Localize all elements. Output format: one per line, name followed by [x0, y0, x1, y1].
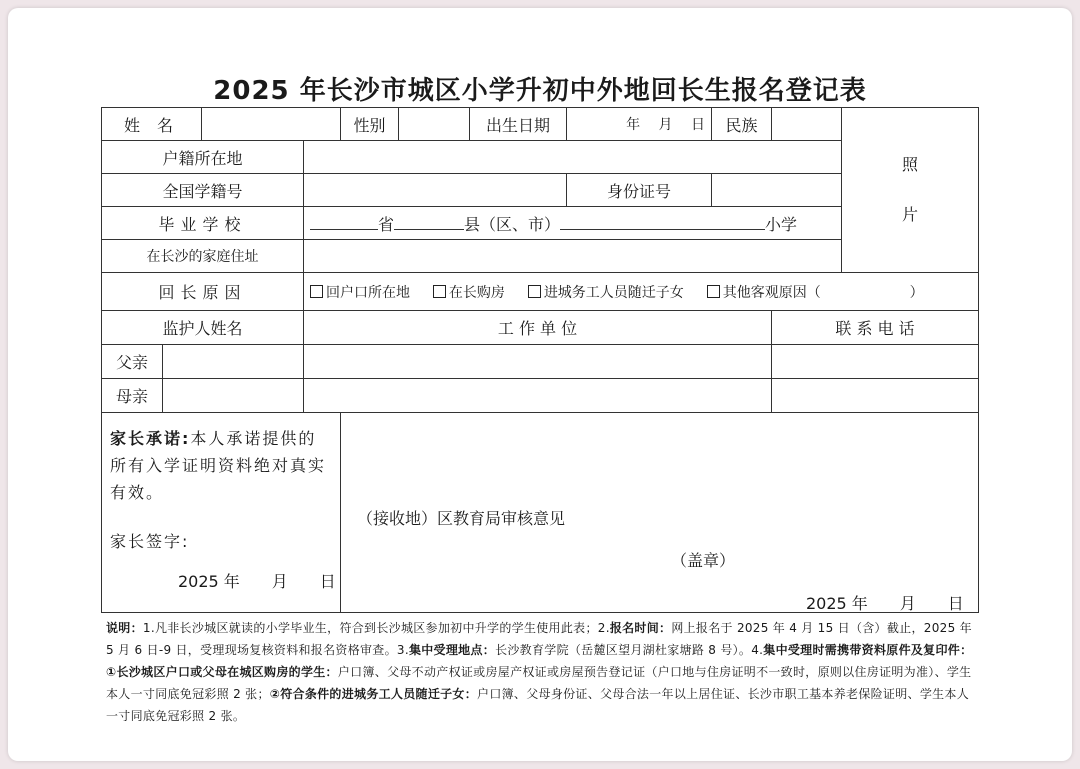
promise-label: 家长承诺: [110, 429, 191, 448]
promise-date: 2025 年 月 日 [178, 572, 336, 591]
guardian-name-header: 监护人姓名 [102, 311, 304, 345]
form-title: 2025 年长沙市城区小学升初中外地回长生报名登记表 [213, 76, 867, 106]
notes-part-1: 1.凡非长沙城区就读的小学毕业生，符合到长沙城区参加初中升学的学生使用此表；2. [142, 621, 610, 635]
hukou-label: 户籍所在地 [102, 141, 304, 174]
phone-header: 联 系 电 话 [772, 311, 979, 345]
reason-option-migrant[interactable]: 进城务工人员随迁子女 [528, 285, 684, 301]
reason-option-house[interactable]: 在长购房 [433, 285, 505, 301]
gender-field[interactable] [399, 108, 470, 141]
checkbox-icon [310, 285, 323, 298]
student-id-field[interactable] [304, 174, 567, 207]
notes-bring-label: 集中受理时需携带资料原件及复印件： [763, 643, 973, 657]
student-id-label: 全国学籍号 [102, 174, 304, 207]
photo-char-2: 片 [902, 205, 919, 224]
hukou-field[interactable] [304, 141, 842, 174]
notes-case-2-text: 户口簿、父母身份证、父母合法一年以上居住证、长沙市职工基本养老保险证明、学生本人一寸同底免冠彩照 2 张。 [106, 687, 970, 723]
parent-promise-cell [102, 413, 341, 613]
name-label: 姓 名 [102, 108, 202, 141]
work-unit-header: 工 作 单 位 [304, 311, 772, 345]
review-date: 2025 年 月 日 [806, 594, 964, 613]
checkbox-icon [707, 285, 720, 298]
review-opinion-label: （接收地）区教育局审核意见 [357, 509, 566, 528]
birth-date-field[interactable]: 年 月 日 [567, 108, 712, 141]
reason-option-other[interactable]: 其他客观原因（ [707, 285, 821, 301]
address-label: 在长沙的家庭住址 [102, 240, 304, 273]
idcard-label: 身份证号 [567, 174, 712, 207]
idcard-field[interactable] [712, 174, 842, 207]
checkbox-icon [528, 285, 541, 298]
mother-work-field[interactable] [304, 379, 772, 413]
photo-char-1: 照 [902, 155, 919, 174]
father-phone-field[interactable] [772, 345, 979, 379]
father-name-field[interactable] [163, 345, 304, 379]
mother-label: 母亲 [102, 379, 163, 413]
notes-lead: 说明： [106, 621, 143, 635]
parent-signature-label: 家长签字: [110, 532, 190, 551]
mother-name-field[interactable] [163, 379, 304, 413]
notes-place-label: 集中受理地点： [408, 643, 496, 657]
primary-school-label: 小学 [765, 214, 798, 234]
reason-label: 回长原因 [102, 273, 304, 311]
instructions-notes [106, 617, 976, 727]
registration-table [101, 107, 979, 613]
name-field[interactable] [202, 108, 341, 141]
birth-date-label: 出生日期 [470, 108, 567, 141]
notes-time-label: 报名时间： [609, 621, 672, 635]
province-label: 省 [378, 214, 395, 234]
notes-part-3: 长沙教育学院（岳麓区望月湖杜家塘路 8 号）。4. [495, 643, 764, 657]
reason-options [304, 273, 979, 311]
notes-case-1-text: 户口簿、父母不动产权证或房屋产权证或房屋预告登记证（户口地与住房证明不一致时，原则以住房证明为准）、学生本人一寸同底免冠彩照 2 张； [106, 665, 972, 701]
address-field[interactable] [304, 240, 842, 273]
checkbox-icon [433, 285, 446, 298]
photo-box[interactable] [842, 108, 979, 273]
notes-case-2-label: ②符合条件的进城务工人员随迁子女： [269, 687, 478, 701]
review-stamp: （盖章） [671, 551, 736, 570]
review-cell [341, 413, 979, 613]
mother-phone-field[interactable] [772, 379, 979, 413]
father-label: 父亲 [102, 345, 163, 379]
father-work-field[interactable] [304, 345, 772, 379]
gender-label: 性别 [341, 108, 399, 141]
notes-part-2: 网上报名于 2025 年 4 月 15 日（含）截止，2025 年 5 月 6 日-9 日，受理现场复核资料和报名资格审查。3. [106, 621, 972, 657]
school-field[interactable] [304, 207, 842, 240]
ethnicity-field[interactable] [772, 108, 842, 141]
promise-text: 本人承诺提供的所有入学证明资料绝对真实有效。 [110, 429, 327, 502]
county-label: 县（区、市） [464, 214, 561, 234]
ethnicity-label: 民族 [712, 108, 772, 141]
school-label: 毕业学校 [102, 207, 304, 240]
reason-option-hukou[interactable]: 回户口所在地 [310, 285, 410, 301]
reason-other-close: ） [909, 284, 924, 301]
notes-case-1-label: ①长沙城区户口或父母在城区购房的学生： [106, 665, 338, 679]
